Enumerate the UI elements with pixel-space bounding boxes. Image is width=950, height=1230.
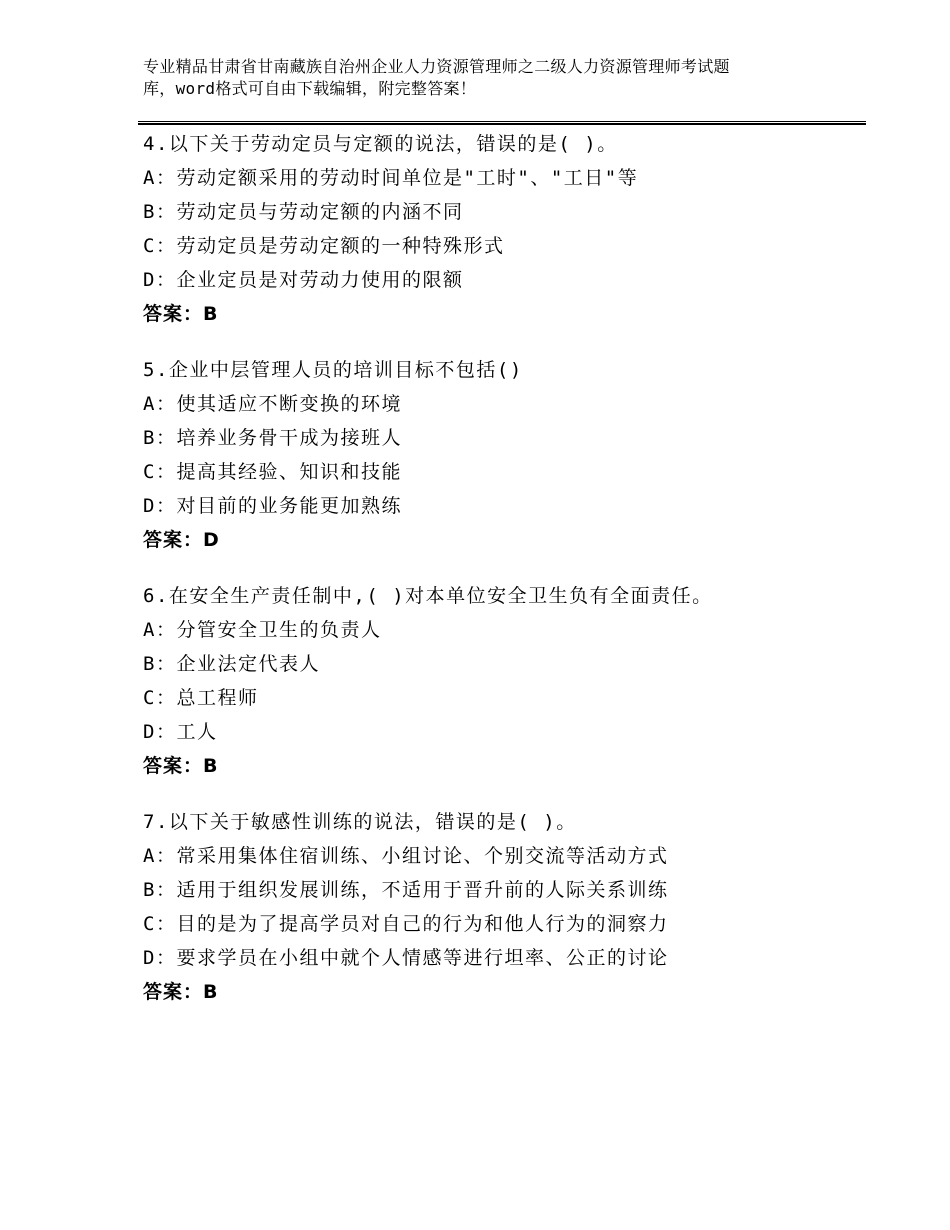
option-a: A：劳动定额采用的劳动时间单位是"工时"、"工日"等 (143, 167, 639, 189)
question-stem: 5.企业中层管理人员的培训目标不包括() (143, 359, 523, 381)
option-c: C：提高其经验、知识和技能 (143, 461, 402, 483)
option-a: A：使其适应不断变换的环境 (143, 393, 402, 415)
option-d: D：对目前的业务能更加熟练 (143, 495, 402, 517)
option-c: C：目的是为了提高学员对自己的行为和他人行为的洞察力 (143, 913, 669, 935)
question-stem: 7.以下关于敏感性训练的说法，错误的是( )。 (143, 811, 577, 833)
option-c: C：总工程师 (143, 687, 259, 709)
option-b: B：劳动定员与劳动定额的内涵不同 (143, 201, 464, 223)
option-a: A：常采用集体住宿训练、小组讨论、个别交流等活动方式 (143, 845, 669, 867)
option-b: B：适用于组织发展训练，不适用于晋升前的人际关系训练 (143, 879, 669, 901)
question-stem: 6.在安全生产责任制中,( )对本单位安全卫生负有全面责任。 (143, 585, 713, 607)
header-line-2: 库，word格式可自由下载编辑，附完整答案！ (143, 79, 477, 98)
question-7 (143, 805, 873, 1009)
header-line-1: 专业精品甘肃省甘南藏族自治州企业人力资源管理师之二级人力资源管理师考试题 (143, 57, 730, 76)
question-4 (143, 127, 873, 331)
option-d: D：工人 (143, 721, 218, 743)
header-divider (138, 121, 866, 125)
option-b: B：企业法定代表人 (143, 653, 320, 675)
option-d: D：要求学员在小组中就个人情感等进行坦率、公正的讨论 (143, 947, 669, 969)
answer: 答案：B (143, 981, 219, 1003)
question-list (143, 127, 873, 1031)
answer: 答案：B (143, 303, 219, 325)
option-b: B：培养业务骨干成为接班人 (143, 427, 402, 449)
option-a: A：分管安全卫生的负责人 (143, 619, 382, 641)
answer: 答案：B (143, 755, 219, 777)
question-stem: 4.以下关于劳动定员与定额的说法，错误的是( )。 (143, 133, 618, 155)
option-d: D：企业定员是对劳动力使用的限额 (143, 269, 464, 291)
option-c: C：劳动定员是劳动定额的一种特殊形式 (143, 235, 505, 257)
question-6 (143, 579, 873, 783)
answer: 答案：D (143, 529, 220, 551)
document-header (143, 56, 833, 100)
question-5 (143, 353, 873, 557)
